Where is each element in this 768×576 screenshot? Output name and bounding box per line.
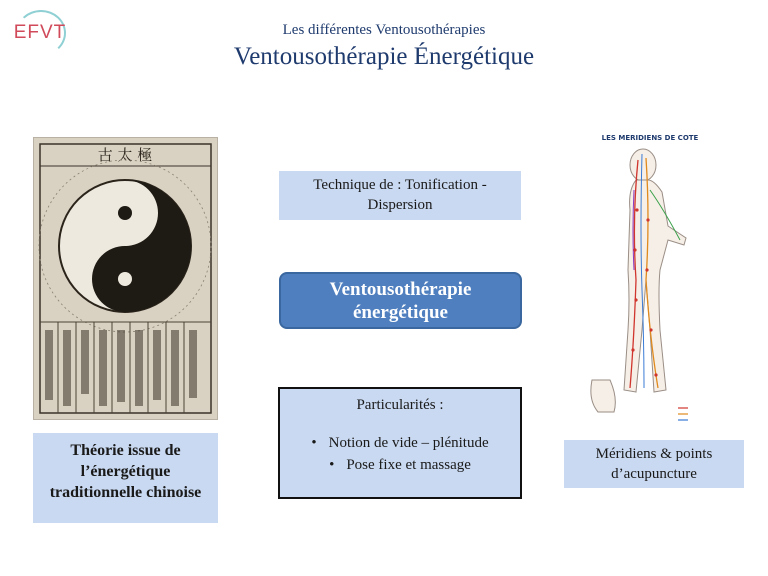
taichi-diagram-svg	[34, 138, 217, 419]
slide-subtitle: Les différentes Ventousothérapies	[282, 22, 486, 38]
taichi-header-text: 古 太 極	[97, 146, 153, 164]
right-line-2: d’acupuncture	[611, 466, 697, 482]
meridiens-caption-box	[564, 440, 744, 488]
technique-line-1: Technique de : Tonification -	[313, 177, 487, 193]
particularites-item: • Notion de vide – plénitude	[280, 433, 520, 453]
theorie-caption-box	[33, 433, 218, 523]
ventousotherapie-energetique-box	[279, 272, 522, 329]
particularites-item: • Pose fixe et massage	[280, 455, 520, 475]
particularites-list	[280, 433, 520, 475]
technique-box	[279, 171, 521, 220]
slide-title: Ventousothérapie Énergétique	[233, 43, 535, 70]
technique-line-2: Dispersion	[367, 197, 433, 213]
center-line-2: énergétique	[353, 302, 448, 323]
meridian-chart-title: LES MERIDIENS DE COTE	[601, 134, 699, 142]
meridian-chart-svg	[588, 130, 738, 430]
left-line-1: Théorie issue de	[70, 442, 181, 459]
meridian-chart-image	[588, 130, 738, 430]
left-line-2: l’énergétique	[80, 463, 171, 480]
right-line-1: Méridiens & points	[595, 446, 713, 462]
taichi-diagram-image	[33, 137, 218, 420]
particularites-title: Particularités :	[356, 397, 444, 413]
left-line-3: traditionnelle chinoise	[49, 484, 202, 501]
particularites-box	[278, 387, 522, 499]
center-line-1: Ventousothérapie	[329, 279, 472, 300]
logo-text: EFVT	[13, 22, 67, 43]
